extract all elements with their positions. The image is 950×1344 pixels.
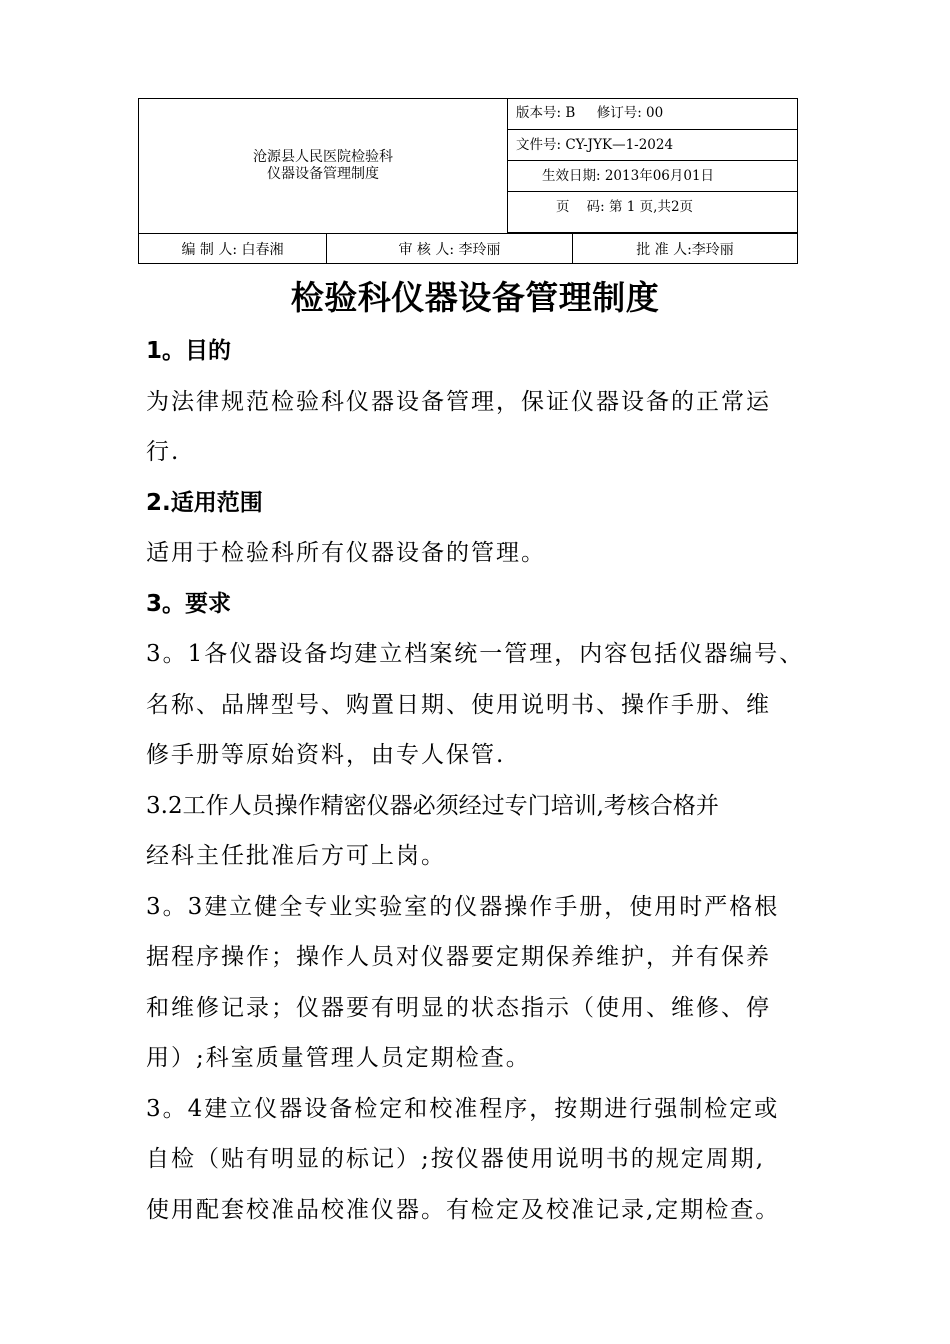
compiler-cell: 编 制 人: 白春湘	[139, 234, 327, 264]
paragraph-line: 经科主任批准后方可上岗。	[146, 843, 446, 869]
document-body	[146, 326, 811, 1235]
paragraph-line: 修手册等原始资料，由专人保管.	[146, 742, 506, 768]
section-heading-scope: 2.适用范围	[146, 489, 263, 516]
section-heading-purpose: 1。目的	[146, 338, 232, 364]
document-title: 检验科仪器设备管理制度	[290, 278, 660, 317]
paragraph-line: 和维修记录；仪器要有明显的状态指示（使用、维修、停	[146, 994, 771, 1021]
paragraph-line: 3。4建立仪器设备检定和校准程序，按期进行强制检定或	[146, 1095, 780, 1122]
paragraph-line: 为法律规范检验科仪器设备管理，保证仪器设备的正常运	[146, 388, 771, 415]
approver-cell: 批 准 人:李玲丽	[636, 242, 734, 258]
org-name: 沧源县人民医院检验科	[253, 149, 393, 165]
paragraph-line: 3。1各仪器设备均建立档案统一管理，内容包括仪器编号、	[146, 641, 805, 667]
paragraph-line: 用）;科室质量管理人员定期检查。	[146, 1045, 531, 1071]
paragraph-line: 据程序操作；操作人员对仪器要定期保养维护，并有保养	[146, 944, 771, 970]
reviewer-cell: 审 核 人: 李玲丽	[327, 234, 573, 264]
signature-row	[139, 233, 797, 264]
doc-subject: 仪器设备管理制度	[267, 166, 379, 182]
paragraph-line: 3.2工作人员操作精密仪器必须经过专门培训,考核合格并	[146, 792, 719, 819]
document-header-table	[138, 98, 798, 264]
version-info: 版本号: B 修订号: 00	[508, 99, 797, 130]
paragraph-line: 行.	[146, 439, 181, 465]
paragraph-line: 自检（贴有明显的标记）;按仪器使用说明书的规定周期,	[146, 1146, 766, 1172]
org-cell	[139, 99, 508, 233]
effective-date: 生效日期: 2013年06月01日	[508, 161, 797, 192]
file-number: 文件号: CY-JYK—1-2024	[508, 130, 797, 161]
paragraph-line: 适用于检验科所有仪器设备的管理。	[146, 540, 546, 566]
paragraph-line: 3。3建立健全专业实验室的仪器操作手册，使用时严格根	[146, 893, 780, 920]
paragraph-line: 名称、品牌型号、购置日期、使用说明书、操作手册、维	[146, 691, 771, 718]
section-heading-requirements: 3。要求	[146, 590, 232, 617]
paragraph-line: 使用配套校准品校准仪器。有检定及校准记录,定期检查。	[146, 1196, 781, 1223]
page-info: 页 码: 第 1 页,共2页	[508, 192, 797, 233]
